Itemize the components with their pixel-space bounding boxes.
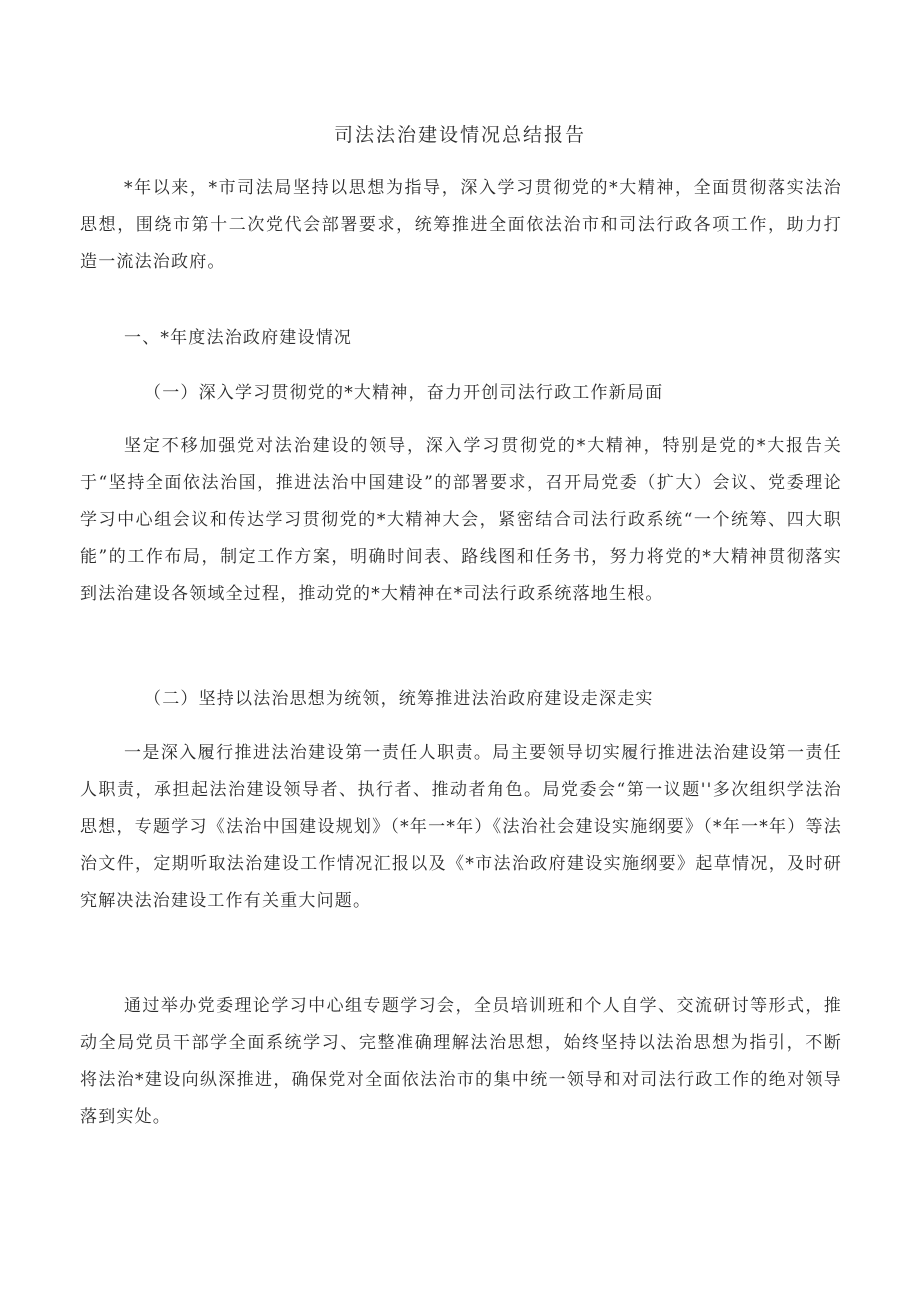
body-paragraph: 通过举办党委理论学习中心组专题学习会，全员培训班和个人自学、交流研讨等形式，推动全局党员干部学全面系统学习、完整准确理解法治思想，始终坚持以法治思想为指引，不断将法治*建设向纵深推进，确保党对全面依法治市的集中统一领导和对司法行政工作的绝对领导落到实处。 [80, 996, 842, 1127]
subsection-heading: （一）深入学习贯彻党的*大精神，奋力开创司法行政工作新局面 [144, 383, 664, 403]
body-paragraph: 坚定不移加强党对法治建设的领导，深入学习贯彻党的*大精神，特别是党的*大报告关于“坚持全面依法治国，推进法治中国建设”的部署要求，召开局党委（扩大）会议、党委理论学习中心组会议和传达学习贯彻党的*大精神大会，紧密结合司法行政系统“一个统筹、四大职能”的工作布局，制定工作方案，明确时间表、路线图和任务书，努力将党的*大精神贯彻落实到法治建设各领域全过程，推动党的*大精神在*司法行政系统落地生根。 [80, 436, 842, 604]
section-heading: 一、*年度法治政府建设情况 [124, 328, 353, 348]
intro-paragraph: *年以来，*市司法局坚持以思想为指导，深入学习贯彻党的*大精神，全面贯彻落实法治思想，围绕市第十二次党代会部署要求，统筹推进全面依法治市和司法行政各项工作，助力打造一流法治政府。 [80, 178, 842, 272]
document-title: 司法法治建设情况总结报告 [333, 124, 586, 146]
body-paragraph: 一是深入履行推进法治建设第一责任人职责。局主要领导切实履行推进法治建设第一责任人职责，承担起法治建设领导者、执行者、推动者角色。局党委会“第一议题''多次组织学法治思想，专题学习《法治中国建设规划》（*年一*年）《法治社会建设实施纲要》（*年一*年）等法治文件，定期听取法治建设工作情况汇报以及《*市法治政府建设实施纲要》起草情况，及时研究解决法治建设工作有关重大问题。 [80, 743, 842, 911]
subsection-heading: （二）坚持以法治思想为统领，统筹推进法治政府建设走深走实 [144, 689, 654, 709]
